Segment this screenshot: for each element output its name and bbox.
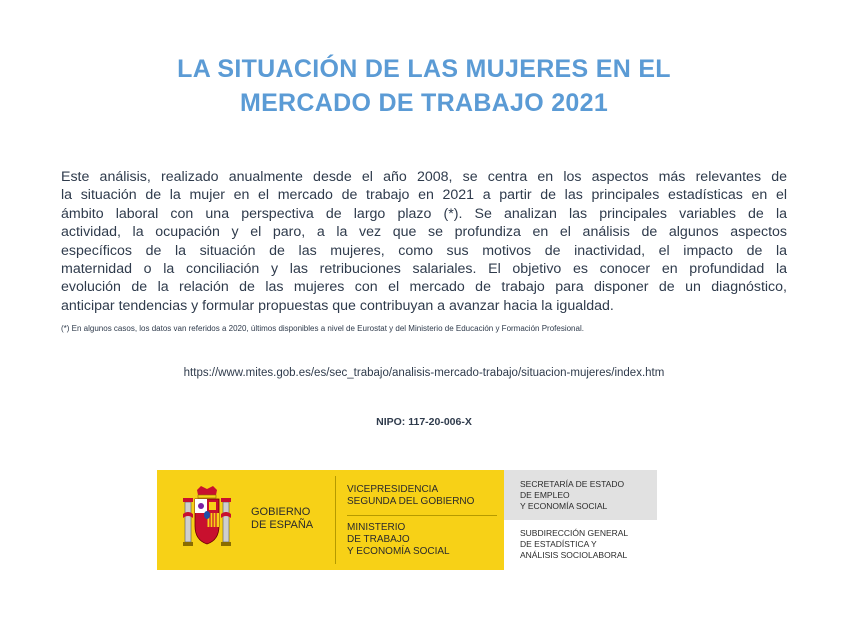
vicepresidencia-line: SEGUNDA DEL GOBIERNO (347, 496, 475, 507)
title-line-2: MERCADO DE TRABAJO 2021 (239, 89, 609, 117)
secretaria-line: DE EMPLEO (520, 490, 570, 500)
institutional-banner (157, 470, 657, 570)
ministerio-line: Y ECONOMÍA SOCIAL (347, 546, 450, 557)
secretaria-line: Y ECONOMÍA SOCIAL (520, 501, 608, 511)
vicepresidencia-label (347, 484, 474, 508)
ministerio-line: MINISTERIO (347, 522, 406, 533)
subdireccion-line: ANÁLISIS SOCIOLABORAL (520, 550, 628, 560)
secretaria-box (504, 470, 657, 520)
intro-paragraph (61, 168, 787, 315)
gobierno-de-espana-label (251, 506, 313, 532)
footnote: (*) En algunos casos, los datos van referidos a 2020, últimos disponibles a nivel de Eurostat y del Ministerio de Educación y Formación Profesional. (61, 324, 584, 333)
intro-line: Este análisis, realizado anualmente desde el año 2008, se centra en los aspectos más relevantes de (61, 169, 787, 185)
coat-of-arms-icon (179, 484, 235, 554)
title-line-1: LA SITUACIÓN DE LAS MUJERES EN EL (177, 55, 671, 83)
intro-line: ámbito laboral con una perspectiva de largo plazo (*). Se analizan las principales variables de la (61, 205, 787, 222)
ministerio-label (347, 522, 450, 558)
banner-yellow-block (157, 470, 504, 570)
banner-gray-block (504, 470, 657, 570)
intro-line: evolución de la relación de las mujeres con el mercado de trabajo para disponer de un diagnóstico, (61, 279, 787, 296)
intro-line: la situación de la mujer en el mercado de trabajo en 2021 a partir de las principales estadísticas en el (61, 187, 787, 204)
intro-line: específicos de la situación de las mujeres, como sus motivos de inactividad, el impacto de la (61, 242, 787, 259)
gobierno-line: GOBIERNO (251, 506, 311, 518)
source-link[interactable]: https://www.mites.gob.es/es/sec_trabajo/analisis-mercado-trabajo/situacion-mujeres/index.htm (183, 367, 665, 379)
vicepresidencia-line: VICEPRESIDENCIA (347, 484, 439, 495)
ministerio-line: DE TRABAJO (347, 534, 410, 545)
subdireccion-line: SUBDIRECCIÓN GENERAL (520, 528, 629, 538)
subdireccion-line: DE ESTADÍSTICA Y (520, 539, 597, 549)
gobierno-line: DE ESPAÑA (251, 519, 314, 531)
nipo-code: NIPO: 117-20-006-X (376, 416, 472, 428)
intro-line: maternidad o la conciliación y las retribuciones salariales. El objetivo es conocer en profundidad la (61, 261, 787, 278)
banner-divider (335, 476, 336, 564)
subdireccion-label (520, 528, 628, 561)
document-title (0, 52, 848, 120)
banner-separator (347, 515, 497, 516)
intro-line: actividad, la ocupación y el paro, a la vez que se profundiza en el análisis de algunos aspectos (61, 224, 787, 241)
secretaria-label (520, 479, 624, 512)
secretaria-line: SECRETARÍA DE ESTADO (520, 479, 625, 489)
intro-line: anticipar tendencias y formular propuestas que contribuyan a avanzar hacia la igualdad. (61, 297, 614, 314)
